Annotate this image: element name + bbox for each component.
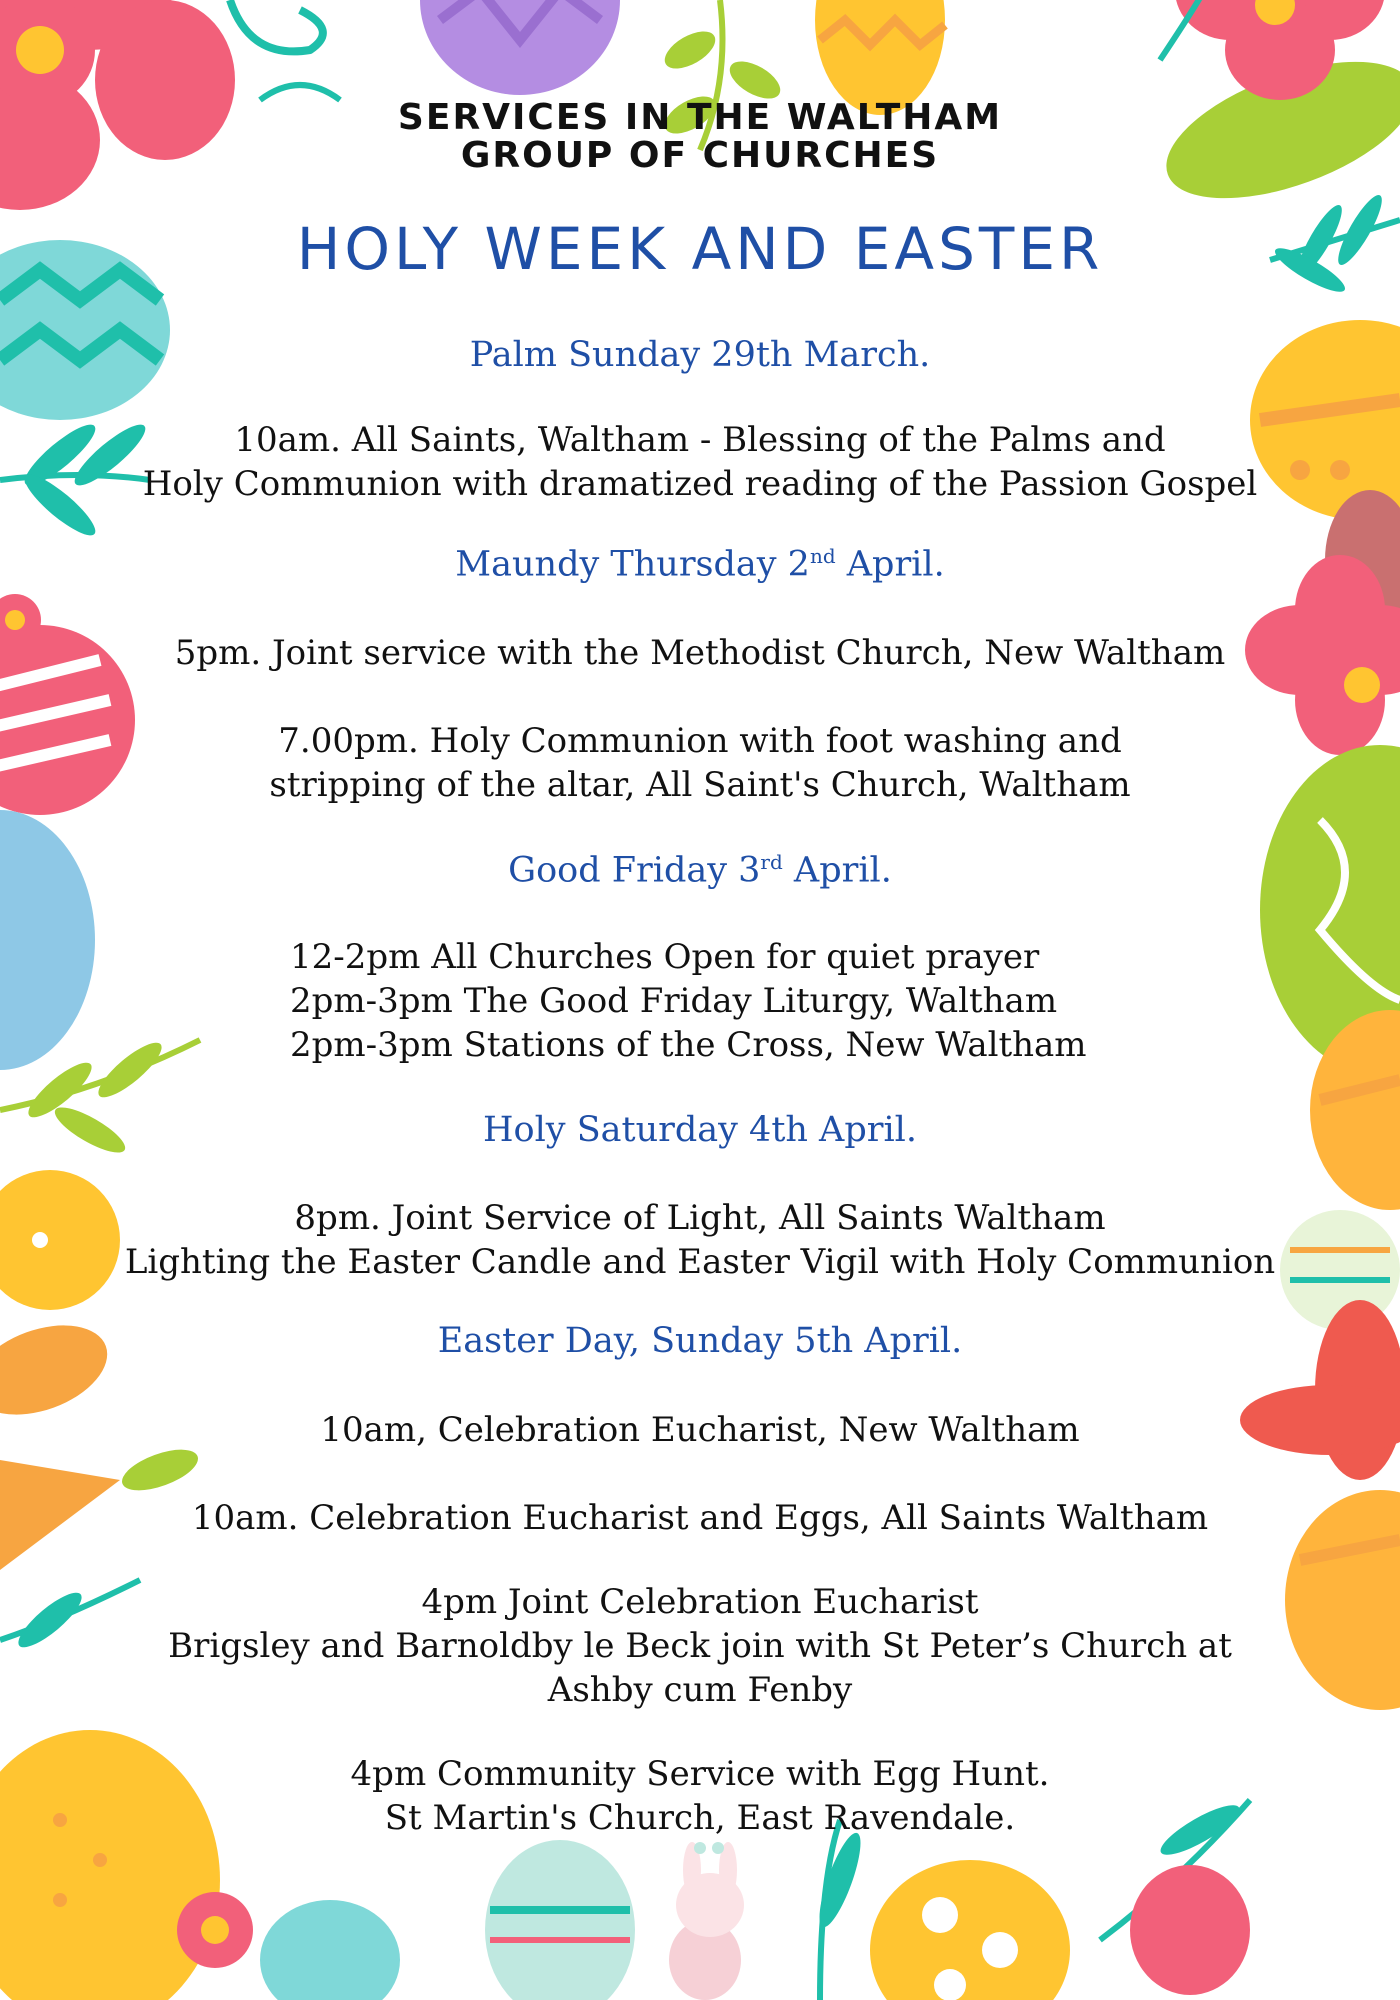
service-block-easter-3	[110, 1580, 1290, 1712]
service-line: St Martin's Church, East Ravendale.	[384, 1798, 1016, 1838]
page-title: HOLY WEEK AND EASTER	[296, 215, 1104, 283]
service-line: Lighting the Easter Candle and Easter Vigil with Holy Communion	[124, 1242, 1276, 1282]
day-heading-good-friday	[0, 852, 1400, 889]
day-heading-palm-sunday: Palm Sunday 29th March.	[469, 335, 931, 375]
service-line: 12-2pm All Churches Open for quiet prayer	[290, 937, 1040, 977]
header-line-2: GROUP OF CHURCHES	[460, 135, 940, 176]
service-line: 10am. Celebration Eucharist and Eggs, All Saints Waltham	[191, 1498, 1209, 1538]
service-block-palm-sunday	[110, 418, 1290, 506]
service-block-easter-4	[110, 1752, 1290, 1840]
day-heading-maundy-thursday	[0, 546, 1400, 583]
day-heading-easter-day: Easter Day, Sunday 5th April.	[437, 1321, 963, 1361]
service-line: 10am. All Saints, Waltham - Blessing of the Palms and	[234, 420, 1166, 460]
service-line: 2pm-3pm Stations of the Cross, New Waltham	[290, 1025, 1087, 1065]
service-line: Holy Communion with dramatized reading of the Passion Gospel	[142, 464, 1258, 504]
heading-superscript: rd	[760, 850, 783, 874]
service-line: 7.00pm. Holy Communion with foot washing and	[278, 721, 1122, 761]
service-line: 5pm. Joint service with the Methodist Church, New Waltham	[174, 633, 1226, 673]
service-line: Ashby cum Fenby	[547, 1670, 853, 1710]
day-heading-holy-saturday: Holy Saturday 4th April.	[483, 1110, 917, 1150]
service-block-maundy-1	[110, 631, 1290, 675]
heading-text: Maundy Thursday 2	[455, 544, 810, 585]
service-block-easter-2	[110, 1496, 1290, 1540]
heading-text: April.	[782, 850, 892, 891]
service-line: 8pm. Joint Service of Light, All Saints Waltham	[294, 1198, 1106, 1238]
heading-text: Good Friday 3	[508, 850, 761, 891]
service-line: 10am, Celebration Eucharist, New Waltham	[320, 1410, 1080, 1450]
service-line: 4pm Joint Celebration Eucharist	[421, 1582, 979, 1622]
service-line: Brigsley and Barnoldby le Beck join with St Peter’s Church at	[168, 1626, 1232, 1666]
service-line: stripping of the altar, All Saint's Church, Waltham	[269, 765, 1131, 805]
service-block-good-friday	[110, 935, 1290, 1067]
header-line-1: SERVICES IN THE WALTHAM	[397, 97, 1003, 138]
service-line: 2pm-3pm The Good Friday Liturgy, Waltham	[290, 981, 1058, 1021]
heading-superscript: nd	[809, 544, 836, 568]
service-block-maundy-2	[110, 719, 1290, 807]
service-block-holy-saturday	[110, 1196, 1290, 1284]
service-block-easter-1	[110, 1408, 1290, 1452]
heading-text: April.	[835, 544, 945, 585]
service-line: 4pm Community Service with Egg Hunt.	[350, 1754, 1050, 1794]
